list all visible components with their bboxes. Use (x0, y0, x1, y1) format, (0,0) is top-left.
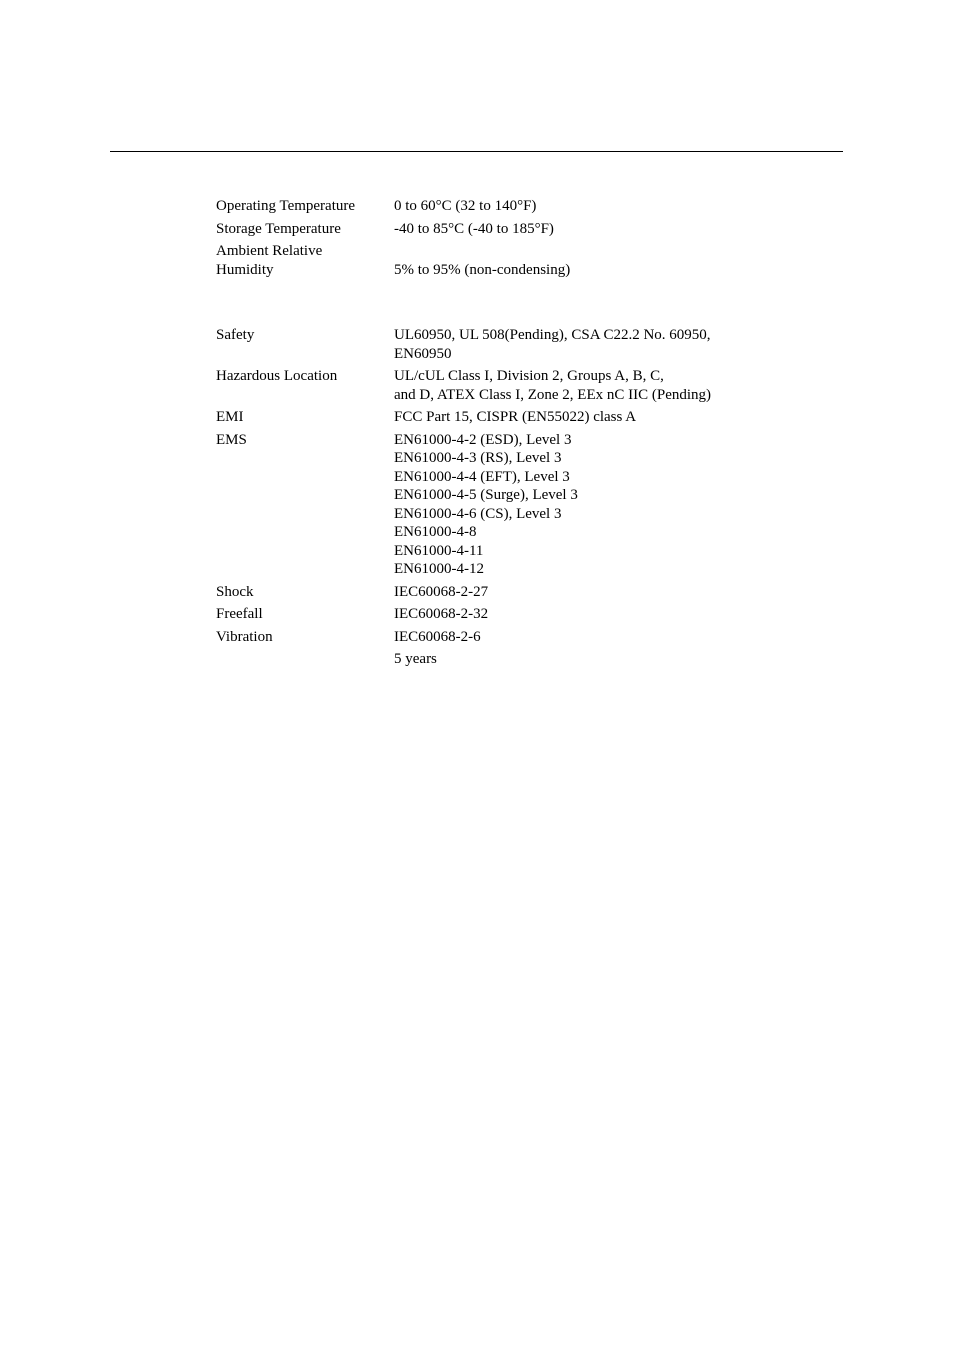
spec-value-line: EN61000-4-11 (394, 542, 484, 559)
spec-row-freefall (216, 605, 776, 624)
spec-value-line: EN61000-4-12 (394, 561, 484, 577)
spec-value-line: EN61000-4-6 (CS), Level 3 (394, 505, 562, 522)
spec-label: Ambient Relative Humidity (216, 243, 323, 278)
spec-row-storage-temperature (216, 220, 776, 239)
spec-value (394, 650, 776, 669)
spec-row-shock (216, 583, 776, 602)
spec-value (394, 431, 776, 579)
spec-label: Operating Temperature (216, 198, 356, 214)
spec-row-safety (216, 326, 776, 363)
spec-value-line: EN61000-4-2 (ESD), Level 3 (394, 431, 572, 448)
spec-value-line: EN61000-4-5 (Surge), Level 3 (394, 487, 578, 503)
spec-label: EMS (216, 431, 247, 448)
spec-value-line: EN61000-4-4 (EFT), Level 3 (394, 468, 570, 485)
spec-value-line: 5% to 95% (non-condensing) (394, 261, 571, 278)
spec-label: Vibration (216, 628, 273, 645)
spec-value (394, 220, 776, 239)
spec-value-line: FCC Part 15, CISPR (EN55022) class A (394, 409, 637, 425)
spec-row-ambient-relative-humidity (216, 242, 776, 279)
spec-row-vibration (216, 628, 776, 647)
spec-value (394, 197, 776, 216)
standards-specs (216, 326, 776, 673)
spec-row-emi (216, 408, 776, 427)
spec-value-line: EN60950 (394, 345, 452, 362)
spec-value (394, 583, 776, 602)
spec-value-line: 5 years (394, 651, 437, 667)
spec-label: Storage Temperature (216, 220, 341, 237)
spec-value-line: IEC60068-2-27 (394, 583, 489, 600)
spec-row-hazardous-location (216, 367, 776, 404)
spec-value (394, 326, 776, 363)
spec-value (394, 261, 776, 280)
spec-row-operating-temperature (216, 197, 776, 216)
spec-value (394, 408, 776, 427)
spec-value (394, 605, 776, 624)
spec-value-line: EN61000-4-8 (394, 524, 477, 540)
environmental-specs (216, 197, 776, 283)
spec-value-line: IEC60068-2-32 (394, 606, 489, 622)
spec-label: EMI (216, 409, 244, 425)
spec-row-warranty (216, 650, 776, 669)
spec-value-line: IEC60068-2-6 (394, 628, 481, 645)
spec-value (394, 367, 776, 404)
spec-value-line: UL/cUL Class I, Division 2, Groups A, B, C, (394, 368, 664, 384)
spec-value-line: EN61000-4-3 (RS), Level 3 (394, 450, 562, 466)
spec-label: Freefall (216, 606, 263, 622)
spec-label: Safety (216, 327, 255, 343)
spec-value-line: -40 to 85°C (-40 to 185°F) (394, 220, 554, 237)
header-rule (110, 151, 843, 152)
spec-label: Hazardous Location (216, 368, 338, 384)
spec-value-line: 0 to 60°C (32 to 140°F) (394, 198, 537, 214)
spec-value-line: UL60950, UL 508(Pending), CSA C22.2 No. 60950, (394, 327, 711, 343)
spec-value (394, 628, 776, 647)
spec-row-ems (216, 431, 776, 579)
spec-value-line: and D, ATEX Class I, Zone 2, EEx nC IIC (Pending) (394, 386, 712, 403)
spec-label: Shock (216, 583, 254, 600)
